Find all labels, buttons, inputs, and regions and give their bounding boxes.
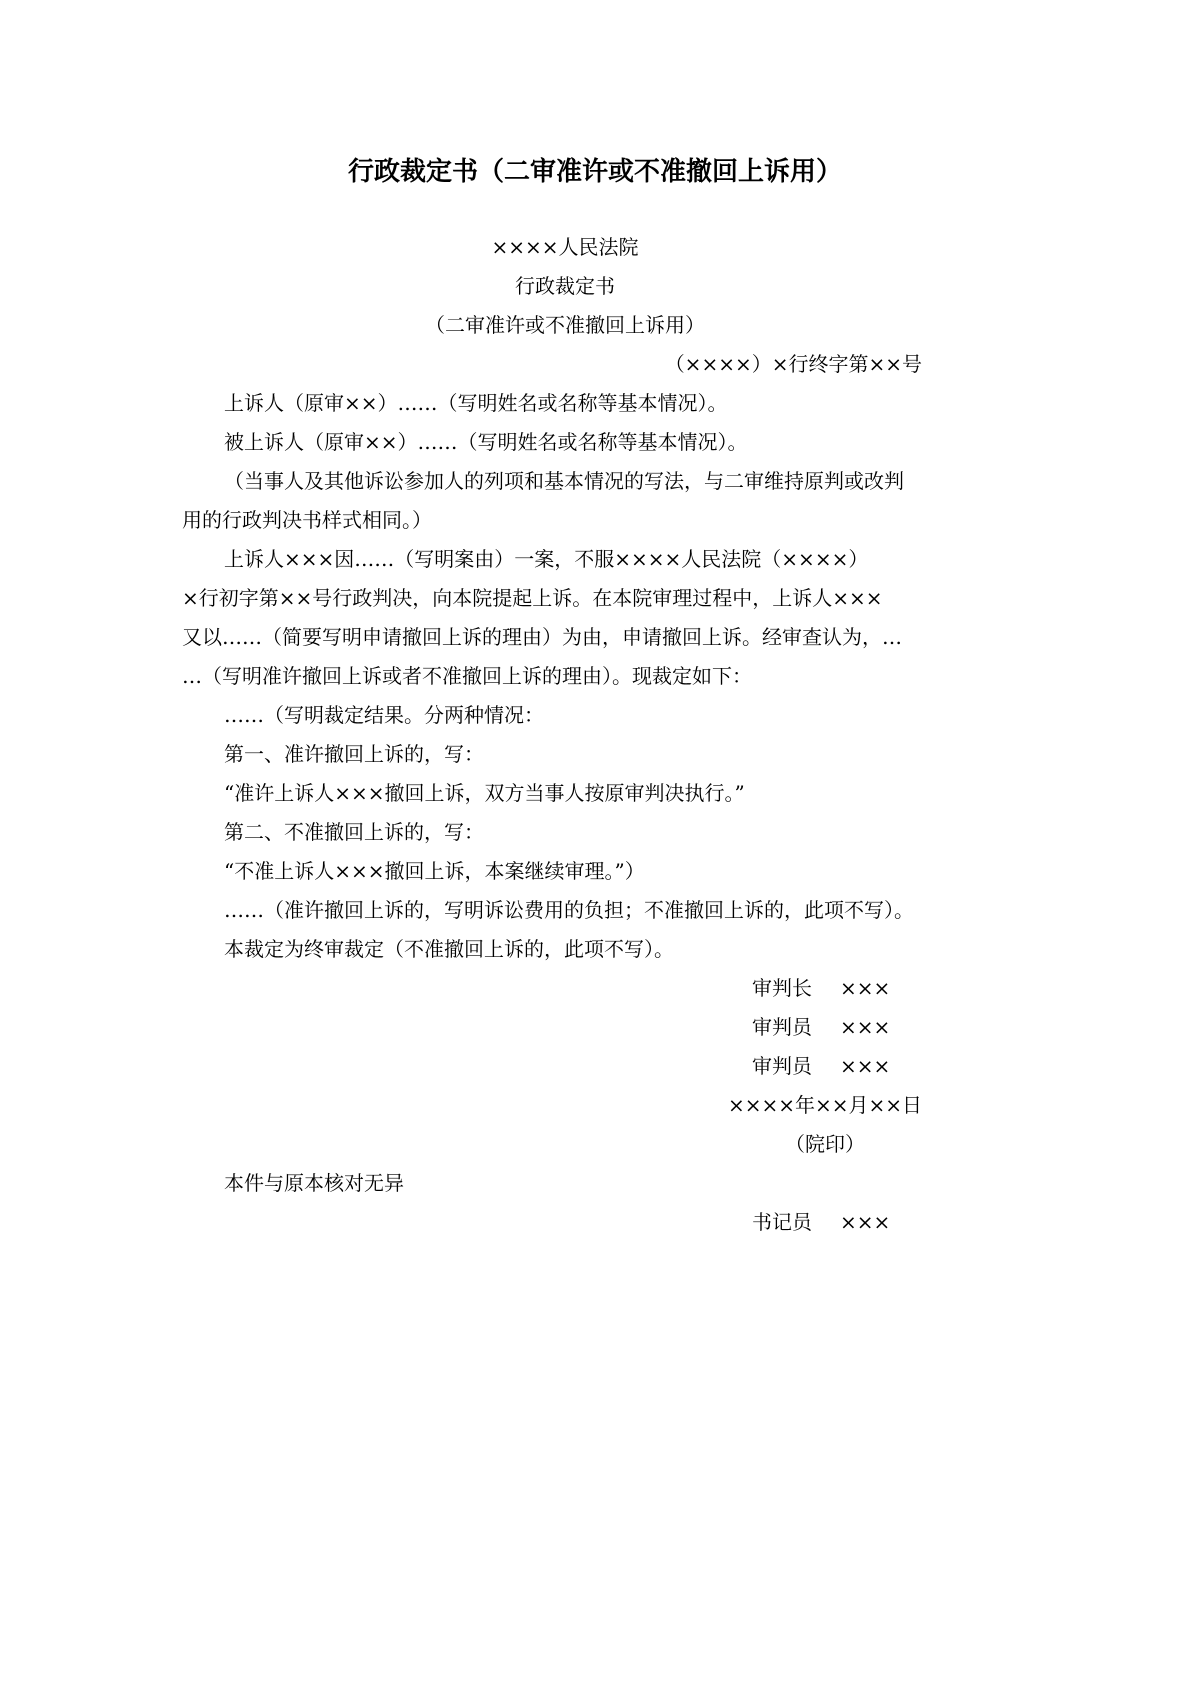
document-subtitle: （二审准许或不准撤回上诉用） — [425, 313, 705, 337]
appellee-line: 被上诉人（原审××）……（写明姓名或名称等基本情况）。 — [224, 430, 748, 454]
signature-judge-1 — [752, 1012, 890, 1042]
ruling-date: ××××年××月××日 — [727, 1093, 922, 1117]
signature-clerk — [752, 1207, 890, 1237]
signature-role: 审判员 — [752, 1015, 812, 1039]
court-name: ××××人民法院 — [491, 235, 639, 259]
facts-line4: …（写明准许撤回上诉或者不准撤回上诉的理由）。现裁定如下： — [182, 664, 752, 688]
signature-role: 书记员 — [752, 1210, 812, 1234]
ruling-intro: ……（写明裁定结果。分两种情况： — [224, 703, 544, 727]
case-one-text: “准许上诉人×××撤回上诉，双方当事人按原审判决执行。” — [224, 781, 745, 805]
document-type: 行政裁定书 — [515, 274, 615, 298]
document-title: 行政裁定书（二审准许或不准撤回上诉用） — [347, 157, 842, 187]
facts-line2: ×行初字第××号行政判决，向本院提起上诉。在本院审理过程中，上诉人××× — [182, 586, 883, 610]
signature-chief-judge — [752, 973, 890, 1003]
appellant-line: 上诉人（原审××）……（写明姓名或名称等基本情况）。 — [224, 391, 728, 415]
court-seal: （院印） — [785, 1132, 865, 1156]
verification-line: 本件与原本核对无异 — [224, 1171, 404, 1195]
signature-judge-2 — [752, 1051, 890, 1081]
case-two-text: “不准上诉人×××撤回上诉，本案继续审理。”） — [224, 859, 645, 883]
signature-role: 审判员 — [752, 1054, 812, 1078]
facts-line3: 又以……（简要写明申请撤回上诉的理由）为由，申请撤回上诉。经审查认为，… — [182, 625, 902, 649]
signature-name: ××× — [840, 1015, 891, 1039]
signature-name: ××× — [840, 1054, 891, 1078]
case-one-heading: 第一、准许撤回上诉的，写： — [224, 742, 484, 766]
finality-line: 本裁定为终审裁定（不准撤回上诉的，此项不写）。 — [224, 937, 674, 961]
parties-note-line2: 用的行政判决书样式相同。） — [182, 508, 432, 532]
costs-line: ……（准许撤回上诉的，写明诉讼费用的负担；不准撤回上诉的，此项不写）。 — [224, 898, 914, 922]
signature-name: ××× — [840, 1210, 891, 1234]
signature-role: 审判长 — [752, 976, 812, 1000]
facts-line1: 上诉人×××因……（写明案由）一案，不服××××人民法院（××××） — [224, 547, 869, 571]
case-two-heading: 第二、不准撤回上诉的，写： — [224, 820, 484, 844]
signature-name: ××× — [840, 976, 891, 1000]
case-number: （××××）×行终字第××号 — [664, 352, 922, 376]
parties-note-line1: （当事人及其他诉讼参加人的列项和基本情况的写法，与二审维持原判或改判 — [224, 469, 904, 493]
